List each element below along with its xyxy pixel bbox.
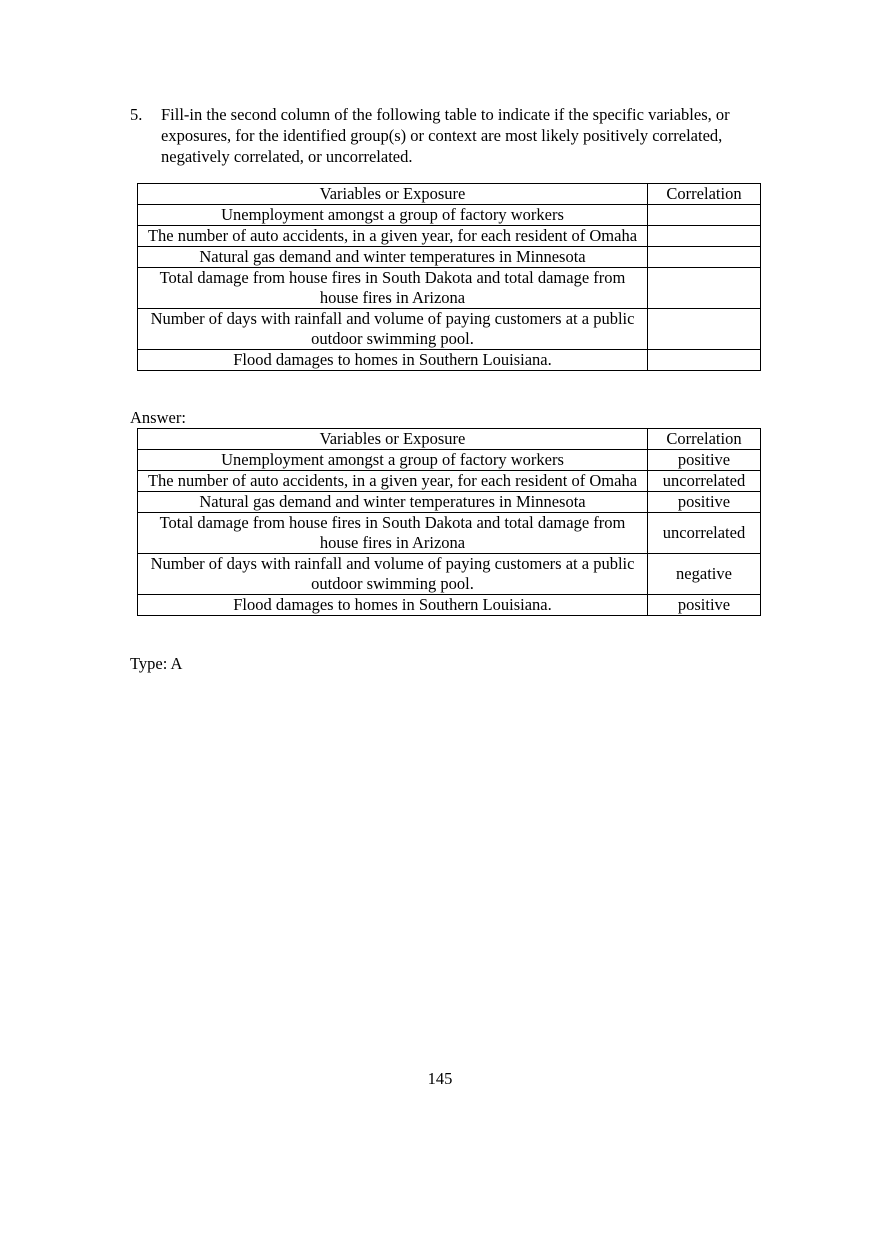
answer-label: Answer: [130, 408, 186, 427]
table-row [138, 226, 761, 247]
table-row [138, 268, 761, 309]
table-row [138, 247, 761, 268]
header-correlation: Correlation [648, 184, 761, 205]
page-number: 145 [427, 1069, 453, 1088]
blank-correlation-table [137, 183, 761, 371]
table-row [138, 471, 761, 492]
answer-correlation-table [137, 428, 761, 616]
blank-correlation-cell [648, 309, 761, 350]
table-row [138, 492, 761, 513]
blank-correlation-cell [648, 205, 761, 226]
question-block [130, 104, 770, 167]
variable-cell: The number of auto accidents, in a given year, for each resident of Omaha [138, 471, 648, 492]
correlation-answer-cell: negative [648, 554, 761, 595]
table-row [138, 450, 761, 471]
question-type: Type: A [130, 654, 183, 673]
question-text: Fill-in the second column of the following table to indicate if the specific variables, or exposures, for the identified group(s) or context are most likely positively correlated, negatively correlated, or uncorrelated. [161, 105, 730, 166]
variable-cell: Unemployment amongst a group of factory workers [138, 450, 648, 471]
correlation-answer-cell: positive [648, 595, 761, 616]
table-row [138, 513, 761, 554]
variable-cell: Unemployment amongst a group of factory workers [138, 205, 648, 226]
table-row [138, 309, 761, 350]
header-correlation: Correlation [648, 429, 761, 450]
correlation-answer-cell: positive [648, 492, 761, 513]
variable-cell: Flood damages to homes in Southern Louisiana. [138, 595, 648, 616]
table-row [138, 205, 761, 226]
table-row [138, 595, 761, 616]
variable-cell: Total damage from house fires in South Dakota and total damage from house fires in Arizona [138, 513, 648, 554]
blank-correlation-cell [648, 247, 761, 268]
blank-correlation-cell [648, 226, 761, 247]
header-variables: Variables or Exposure [138, 429, 648, 450]
table-header-row [138, 184, 761, 205]
header-variables: Variables or Exposure [138, 184, 648, 205]
correlation-answer-cell: uncorrelated [648, 513, 761, 554]
blank-correlation-cell [648, 268, 761, 309]
correlation-answer-cell: positive [648, 450, 761, 471]
variable-cell: Flood damages to homes in Southern Louisiana. [138, 350, 648, 371]
table-row [138, 554, 761, 595]
variable-cell: Total damage from house fires in South Dakota and total damage from house fires in Arizona [138, 268, 648, 309]
variable-cell: Natural gas demand and winter temperatures in Minnesota [138, 492, 648, 513]
table-header-row [138, 429, 761, 450]
variable-cell: Natural gas demand and winter temperatures in Minnesota [138, 247, 648, 268]
variable-cell: The number of auto accidents, in a given year, for each resident of Omaha [138, 226, 648, 247]
variable-cell: Number of days with rainfall and volume of paying customers at a public outdoor swimming pool. [138, 309, 648, 350]
variable-cell: Number of days with rainfall and volume of paying customers at a public outdoor swimming pool. [138, 554, 648, 595]
blank-correlation-cell [648, 350, 761, 371]
correlation-answer-cell: uncorrelated [648, 471, 761, 492]
table-row [138, 350, 761, 371]
question-number: 5. [130, 105, 143, 124]
